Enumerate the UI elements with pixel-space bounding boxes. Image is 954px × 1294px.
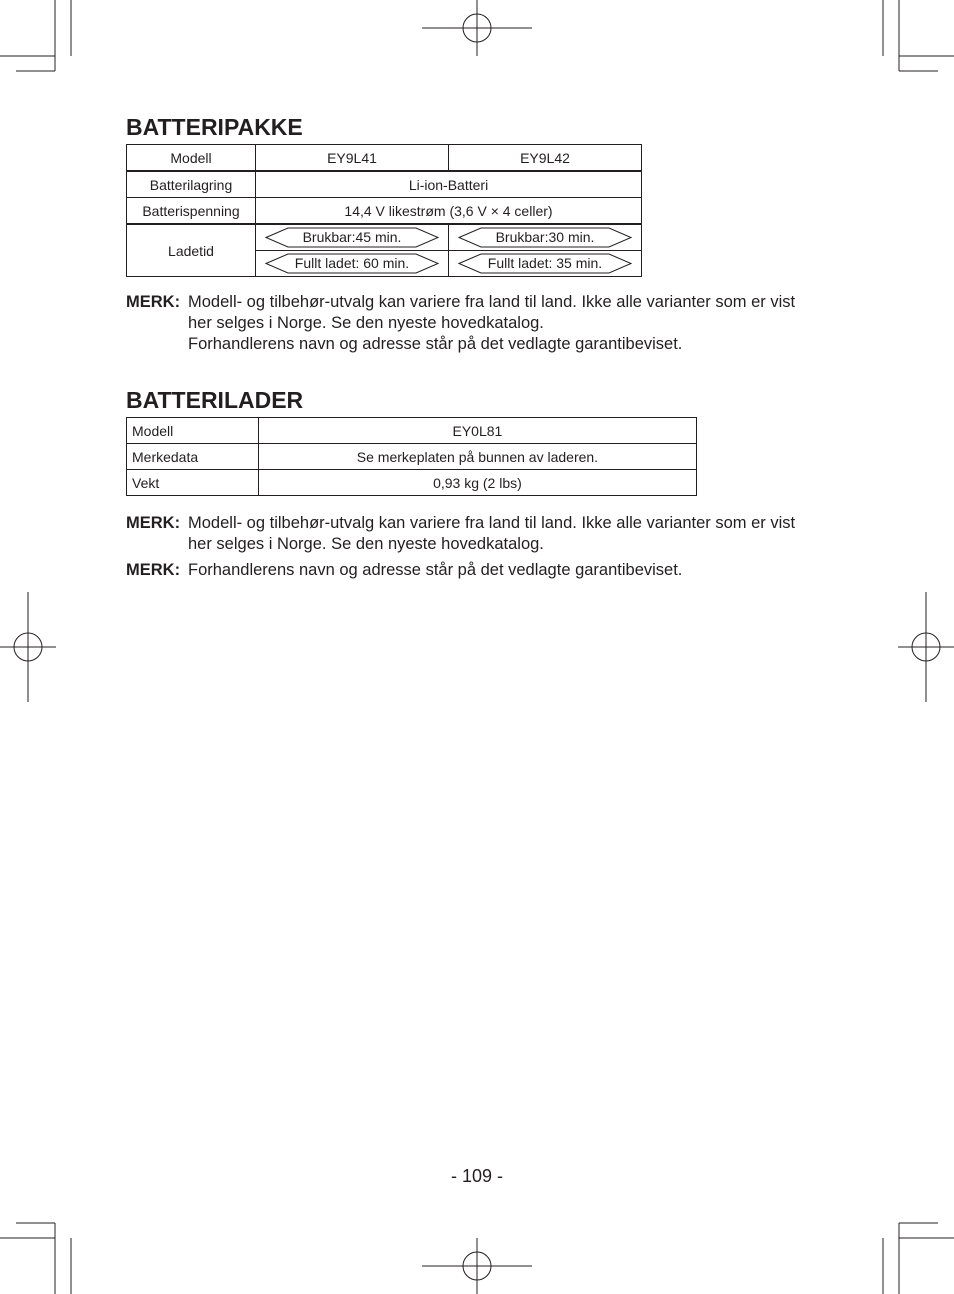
row-label-charge-time: Ladetid [127, 224, 256, 277]
full-time-label: Fullt ladet: 35 min. [487, 255, 603, 271]
battery-pack-note [126, 292, 846, 355]
full-time-ey9l41 [256, 251, 449, 277]
charger-heading: BATTERILADER [126, 387, 304, 413]
charger-model-value: EY0L81 [258, 418, 696, 444]
row-label-storage: Batterilagring [127, 171, 256, 198]
usable-time-ey9l42 [449, 224, 642, 251]
usable-time-label: Brukbar:45 min. [302, 229, 402, 245]
double-arrow-shape [449, 225, 641, 250]
row-label-rating: Merkedata [127, 444, 259, 470]
note-line: Modell- og tilbehør-utvalg kan variere fra land til land. Ikke alle varianter som er vist [188, 293, 796, 311]
table-row [127, 470, 697, 496]
row-label-voltage: Batterispenning [127, 198, 256, 225]
note-line: her selges i Norge. Se den nyeste hovedkatalog. [188, 535, 544, 553]
voltage-value: 14,4 V likestrøm (3,6 V × 4 celler) [256, 198, 642, 225]
table-row [127, 171, 642, 198]
table-row [127, 224, 642, 251]
note-line: Forhandlerens navn og adresse står på det vedlagte garantibeviset. [188, 561, 683, 579]
table-row [127, 444, 697, 470]
note-label: MERK: [126, 514, 181, 532]
note-line: Modell- og tilbehør-utvalg kan variere fra land til land. Ikke alle varianter som er vist [188, 514, 796, 532]
model-ey9l42: EY9L42 [449, 145, 642, 172]
note-label: MERK: [126, 561, 181, 579]
note-label: MERK: [126, 293, 181, 311]
row-label-model: Modell [127, 145, 256, 172]
charger-table [126, 417, 697, 496]
charger-note-2 [126, 560, 846, 581]
battery-pack-table [126, 144, 642, 277]
double-arrow-shape [256, 251, 448, 276]
model-ey9l41: EY9L41 [256, 145, 449, 172]
charger-note-1 [126, 513, 846, 555]
note-line: Forhandlerens navn og adresse står på det vedlagte garantibeviset. [188, 335, 683, 353]
table-row [127, 145, 642, 172]
usable-time-label: Brukbar:30 min. [495, 229, 595, 245]
usable-time-ey9l41 [256, 224, 449, 251]
battery-pack-heading: BATTERIPAKKE [126, 114, 303, 140]
double-arrow-shape [256, 225, 448, 250]
full-time-ey9l42 [449, 251, 642, 277]
note-line: her selges i Norge. Se den nyeste hovedkatalog. [188, 314, 544, 332]
row-label-weight: Vekt [127, 470, 259, 496]
full-time-label: Fullt ladet: 60 min. [294, 255, 410, 271]
row-label-model: Modell [127, 418, 259, 444]
double-arrow-shape [449, 251, 641, 276]
storage-value: Li-ion-Batteri [256, 171, 642, 198]
table-row [127, 418, 697, 444]
page-number: - 109 - [450, 1166, 504, 1186]
charger-rating-value: Se merkeplaten på bunnen av laderen. [258, 444, 696, 470]
charger-weight-value: 0,93 kg (2 lbs) [258, 470, 696, 496]
table-row [127, 198, 642, 225]
